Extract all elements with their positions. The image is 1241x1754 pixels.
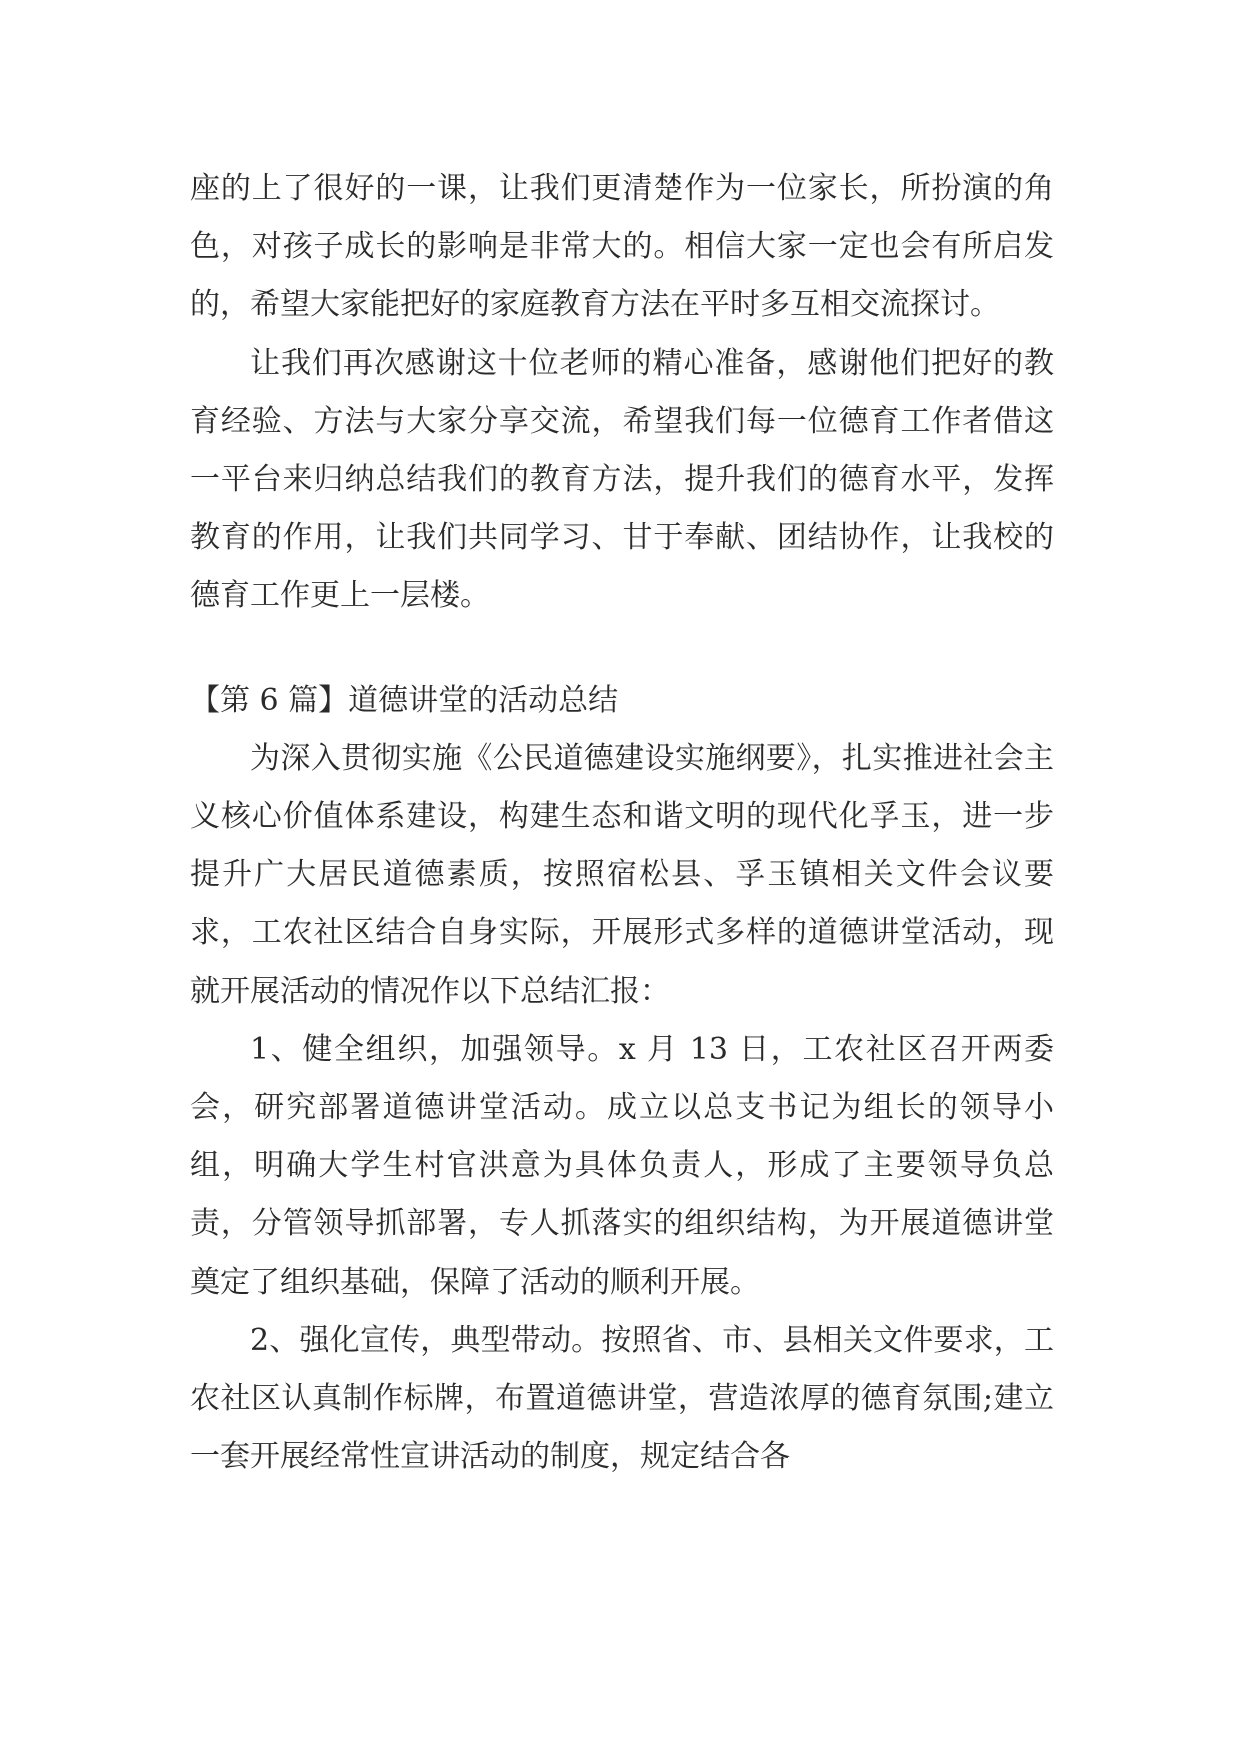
- document-body: [190, 160, 1054, 1486]
- paragraph-intro: 为深入贯彻实施《公民道德建设实施纲要》，扎实推进社会主义核心价值体系建设，构建生态和谐文明的现代化孚玉，进一步提升广大居民道德素质，按照宿松县、孚玉镇相关文件会议要求，工农社区结合自身实际，开展形式多样的道德讲堂活动，现就开展活动的情况作以下总结汇报：: [190, 740, 1054, 1009]
- paragraph-item-1: 1、健全组织，加强领导。x 月 13 日，工农社区召开两委会，研究部署道德讲堂活动。成立以总支书记为组长的领导小组，明确大学生村官洪意为具体负责人，形成了主要领导负总责，分管领导抓部署，专人抓落实的组织结构，为开展道德讲堂奠定了组织基础，保障了活动的顺利开展。: [190, 1031, 1054, 1300]
- paragraph-thanks: 让我们再次感谢这十位老师的精心准备，感谢他们把好的教育经验、方法与大家分享交流，希望我们每一位德育工作者借这一平台来归纳总结我们的教育方法，提升我们的德育水平，发挥教育的作用，让我们共同学习、甘于奉献、团结协作，让我校的德育工作更上一层楼。: [190, 345, 1054, 614]
- paragraph-continuation: 座的上了很好的一课，让我们更清楚作为一位家长，所扮演的角色，对孩子成长的影响是非常大的。相信大家一定也会有所启发的，希望大家能把好的家庭教育方法在平时多互相交流探讨。: [190, 171, 1054, 323]
- paragraph-item-2: 2、强化宣传，典型带动。按照省、市、县相关文件要求，工农社区认真制作标牌，布置道德讲堂，营造浓厚的德育氛围;建立一套开展经常性宣讲活动的制度，规定结合各: [190, 1322, 1054, 1475]
- section-spacer: [190, 626, 1054, 672]
- section-heading: 【第 6 篇】道德讲堂的活动总结: [190, 682, 619, 718]
